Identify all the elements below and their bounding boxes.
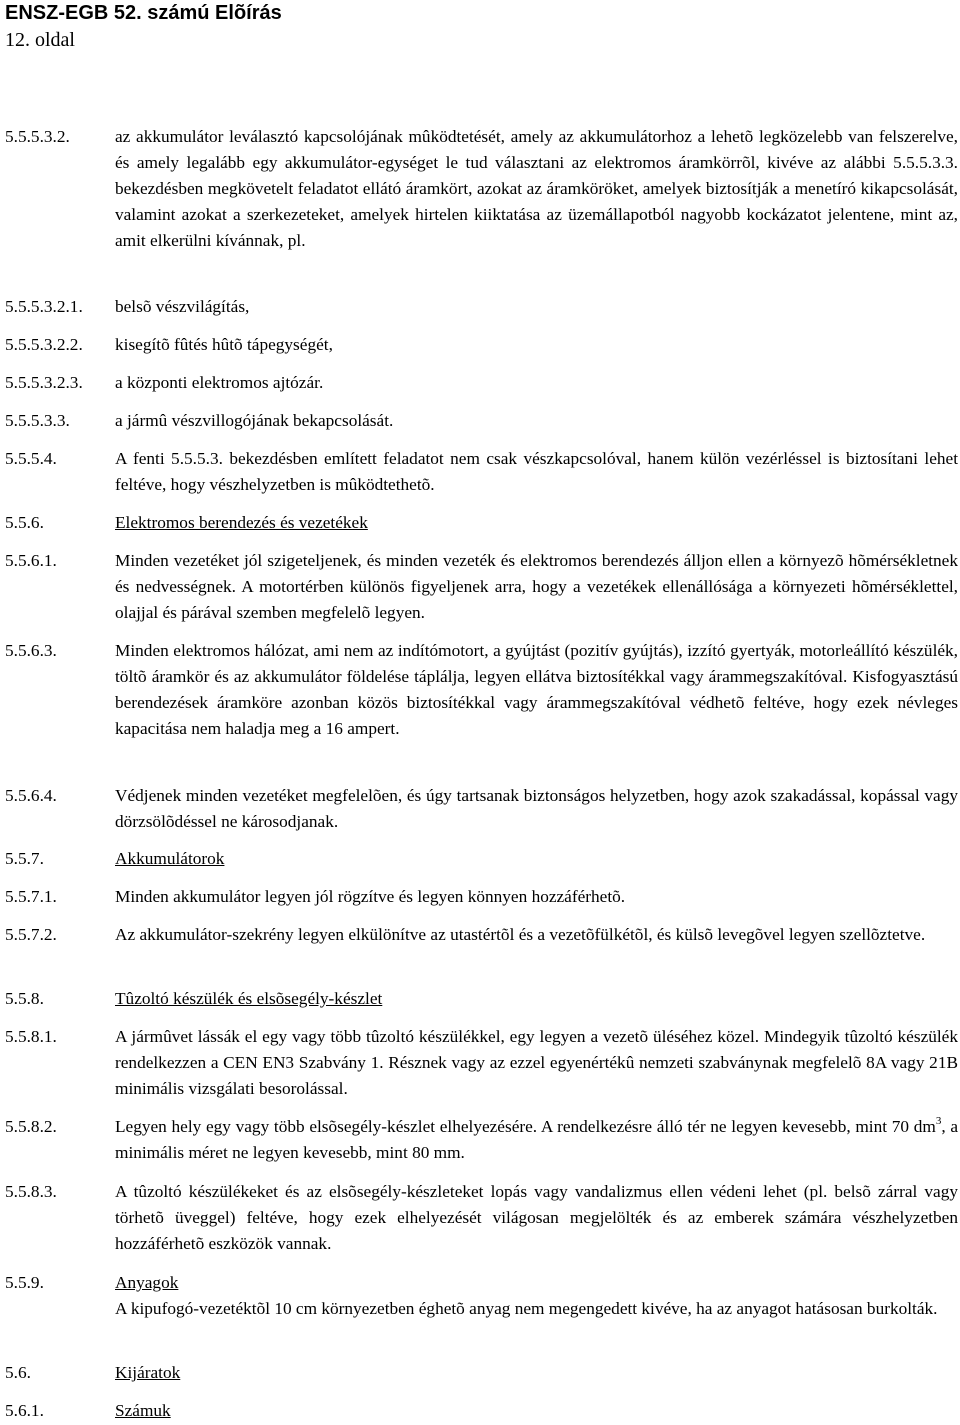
section-text: a jármû vészvillogójának bekapcsolását. [115,411,394,430]
section-5-5-5-3-2-1 [5,294,958,320]
section-heading: Tûzoltó készülék és elsõsegély-készlet [115,989,383,1008]
section-text: a központi elektromos ajtózár. [115,373,324,392]
section-heading: Anyagok [115,1273,179,1292]
page-header [5,0,282,53]
section-5-5-9 [5,1270,958,1322]
section-number: 5.5.9. [5,1273,44,1292]
section-text: belsõ vészvilágítás, [115,297,250,316]
section-5-5-8-2 [5,1114,958,1166]
section-text: Minden akkumulátor legyen jól rögzítve és legyen könnyen hozzáférhetõ. [115,887,626,906]
section-number: 5.5.8.2. [5,1117,57,1136]
section-heading: Kijáratok [115,1363,181,1382]
section-text: Minden vezetéket jól szigeteljenek, és minden vezeték és elektromos berendezés álljon ellen a környezõ hõmérsékletnek és nedvességnek. A motortérben különös figyeljenek arra, hogy a vezetékek ellenállósága a környezeti hõmérséklettel, olajjal és párával szemben megfelelõ legyen. [115,551,958,622]
section-5-5-5-3-2-2 [5,332,958,358]
section-5-5-6-1 [5,548,958,626]
section-number: 5.5.6.4. [5,786,57,805]
section-5-5-5-3-2 [5,124,958,254]
section-number: 5.5.6. [5,513,44,532]
section-5-6 [5,1360,958,1386]
section-number: 5.5.8.3. [5,1182,57,1201]
section-number: 5.5.5.4. [5,449,57,468]
section-5-5-7 [5,846,958,872]
section-number: 5.6. [5,1363,31,1382]
document-title: ENSZ-EGB 52. számú Elõírás [5,2,282,24]
section-text: Az akkumulátor-szekrény legyen elkülönítve az utastértõl és a vezetõfülkétõl, és külsõ levegõvel legyen szellõztetve. [115,925,926,944]
section-5-5-6 [5,510,958,536]
section-text: Minden elektromos hálózat, ami nem az indítómotort, a gyújtást (pozitív gyújtás), izzító gyertyák, motorleállító készülék, töltõ áramkör és az akkumulátor földelése táplálja, legyen ellátva biztosítékkal vagy árammegszakítóval. Kisfogyasztású berendezések áramköre azonban közös biztosítékkal vagy árammegszakítóval védhetõ feltéve, hogy ezek névleges kapacitása nem haladja meg a 16 ampert. [115,641,958,738]
section-heading: Akkumulátorok [115,849,225,868]
section-text: A fenti 5.5.5.3. bekezdésben említett feladatot nem csak vészkapcsolóval, hanem külön vezérléssel is biztosítani lehet feltéve, hogy vészhelyzetben is mûködtethetõ. [115,449,958,494]
section-5-5-8-3 [5,1179,958,1257]
section-number: 5.5.8.1. [5,1027,57,1046]
section-number: 5.5.6.1. [5,551,57,570]
section-5-5-7-1 [5,884,958,910]
section-text: az akkumulátor leválasztó kapcsolójának mûködtetését, amely az akkumulátorhoz a lehetõ legközelebb van felszerelve, és amely legalább egy akkumulátor-egységet le tud választani az elektromos áramkörrõl, kivéve az alábbi 5.5.5.3.3. bekezdésben megkövetelt feladatot ellátó áramkört, azokat az áramköröket, amelyek biztosítják a menetíró kikapcsolását, valamint azokat a szerkezeteket, amelyek hirtelen kiiktatása az üzemállapotból nagyobb kockázatot jelentene, mint az, amit elkerülni kívánnak, pl. [115,127,958,250]
section-text: A jármûvet lássák el egy vagy több tûzoltó készülékkel, egy legyen a vezetõ üléséhez közel. Mindegyik tûzoltó készülék rendelkezzen a CEN EN3 Szabvány 1. Résznek vagy az ezzel egyenértékû nemzeti szabványnak megfelelõ 8A vagy 21B minimális vizsgálati besorolással. [115,1027,958,1098]
section-5-5-6-3 [5,638,958,742]
section-5-5-8-1 [5,1024,958,1102]
section-text: kisegítõ fûtés hûtõ tápegységét, [115,335,333,354]
section-text: Legyen hely egy vagy több elsõsegély-készlet elhelyezésére. A rendelkezésre álló tér ne legyen kevesebb, mint 70 $dm^3$, a minimális méret ne legyen kevesebb, mint 80 mm. [115,1115,958,1162]
section-5-5-7-2 [5,922,958,948]
section-5-5-8 [5,986,958,1012]
section-5-5-5-4 [5,446,958,498]
section-heading: Elektromos berendezés és vezetékek [115,513,368,532]
section-5-5-6-4 [5,783,958,835]
section-text: A tûzoltó készülékeket és az elsõsegély-készleteket lopás vagy vandalizmus ellen védeni lehet (pl. belsõ zárral vagy törhetõ üveggel) feltéve, hogy ezek elhelyezését világosan megjelölték és az emberek számára vészhelyzetben hozzáférhetõ eszközök vannak. [115,1182,958,1253]
page-number: 12. oldal [5,29,75,51]
section-text: Védjenek minden vezetéket megfelelõen, és úgy tartsanak biztonságos helyzetben, hogy azok szakadással, kopással vagy dörzsölõdéssel ne károsodjanak. [115,786,958,831]
section-5-6-1 [5,1398,958,1424]
section-number: 5.5.5.3.2.1. [5,297,83,316]
section-number: 5.5.5.3.2.3. [5,373,83,392]
section-number: 5.5.7. [5,849,44,868]
section-number: 5.5.5.3.3. [5,411,70,430]
superscript: 3 [935,1115,942,1128]
section-number: 5.5.7.1. [5,887,57,906]
section-number: 5.5.5.3.2.2. [5,335,83,354]
section-number: 5.5.6.3. [5,641,57,660]
section-number: 5.5.8. [5,989,44,1008]
section-number: 5.5.5.3.2. [5,127,70,146]
section-text: A kipufogó-vezetéktõl 10 cm környezetben éghetõ anyag nem megengedett kivéve, ha az anyagot hatásosan burkolták. [115,1299,938,1318]
section-5-5-5-3-2-3 [5,370,958,396]
section-5-5-5-3-3 [5,408,958,434]
section-number: 5.6.1. [5,1401,44,1420]
section-number: 5.5.7.2. [5,925,57,944]
section-heading: Számuk [115,1401,171,1420]
